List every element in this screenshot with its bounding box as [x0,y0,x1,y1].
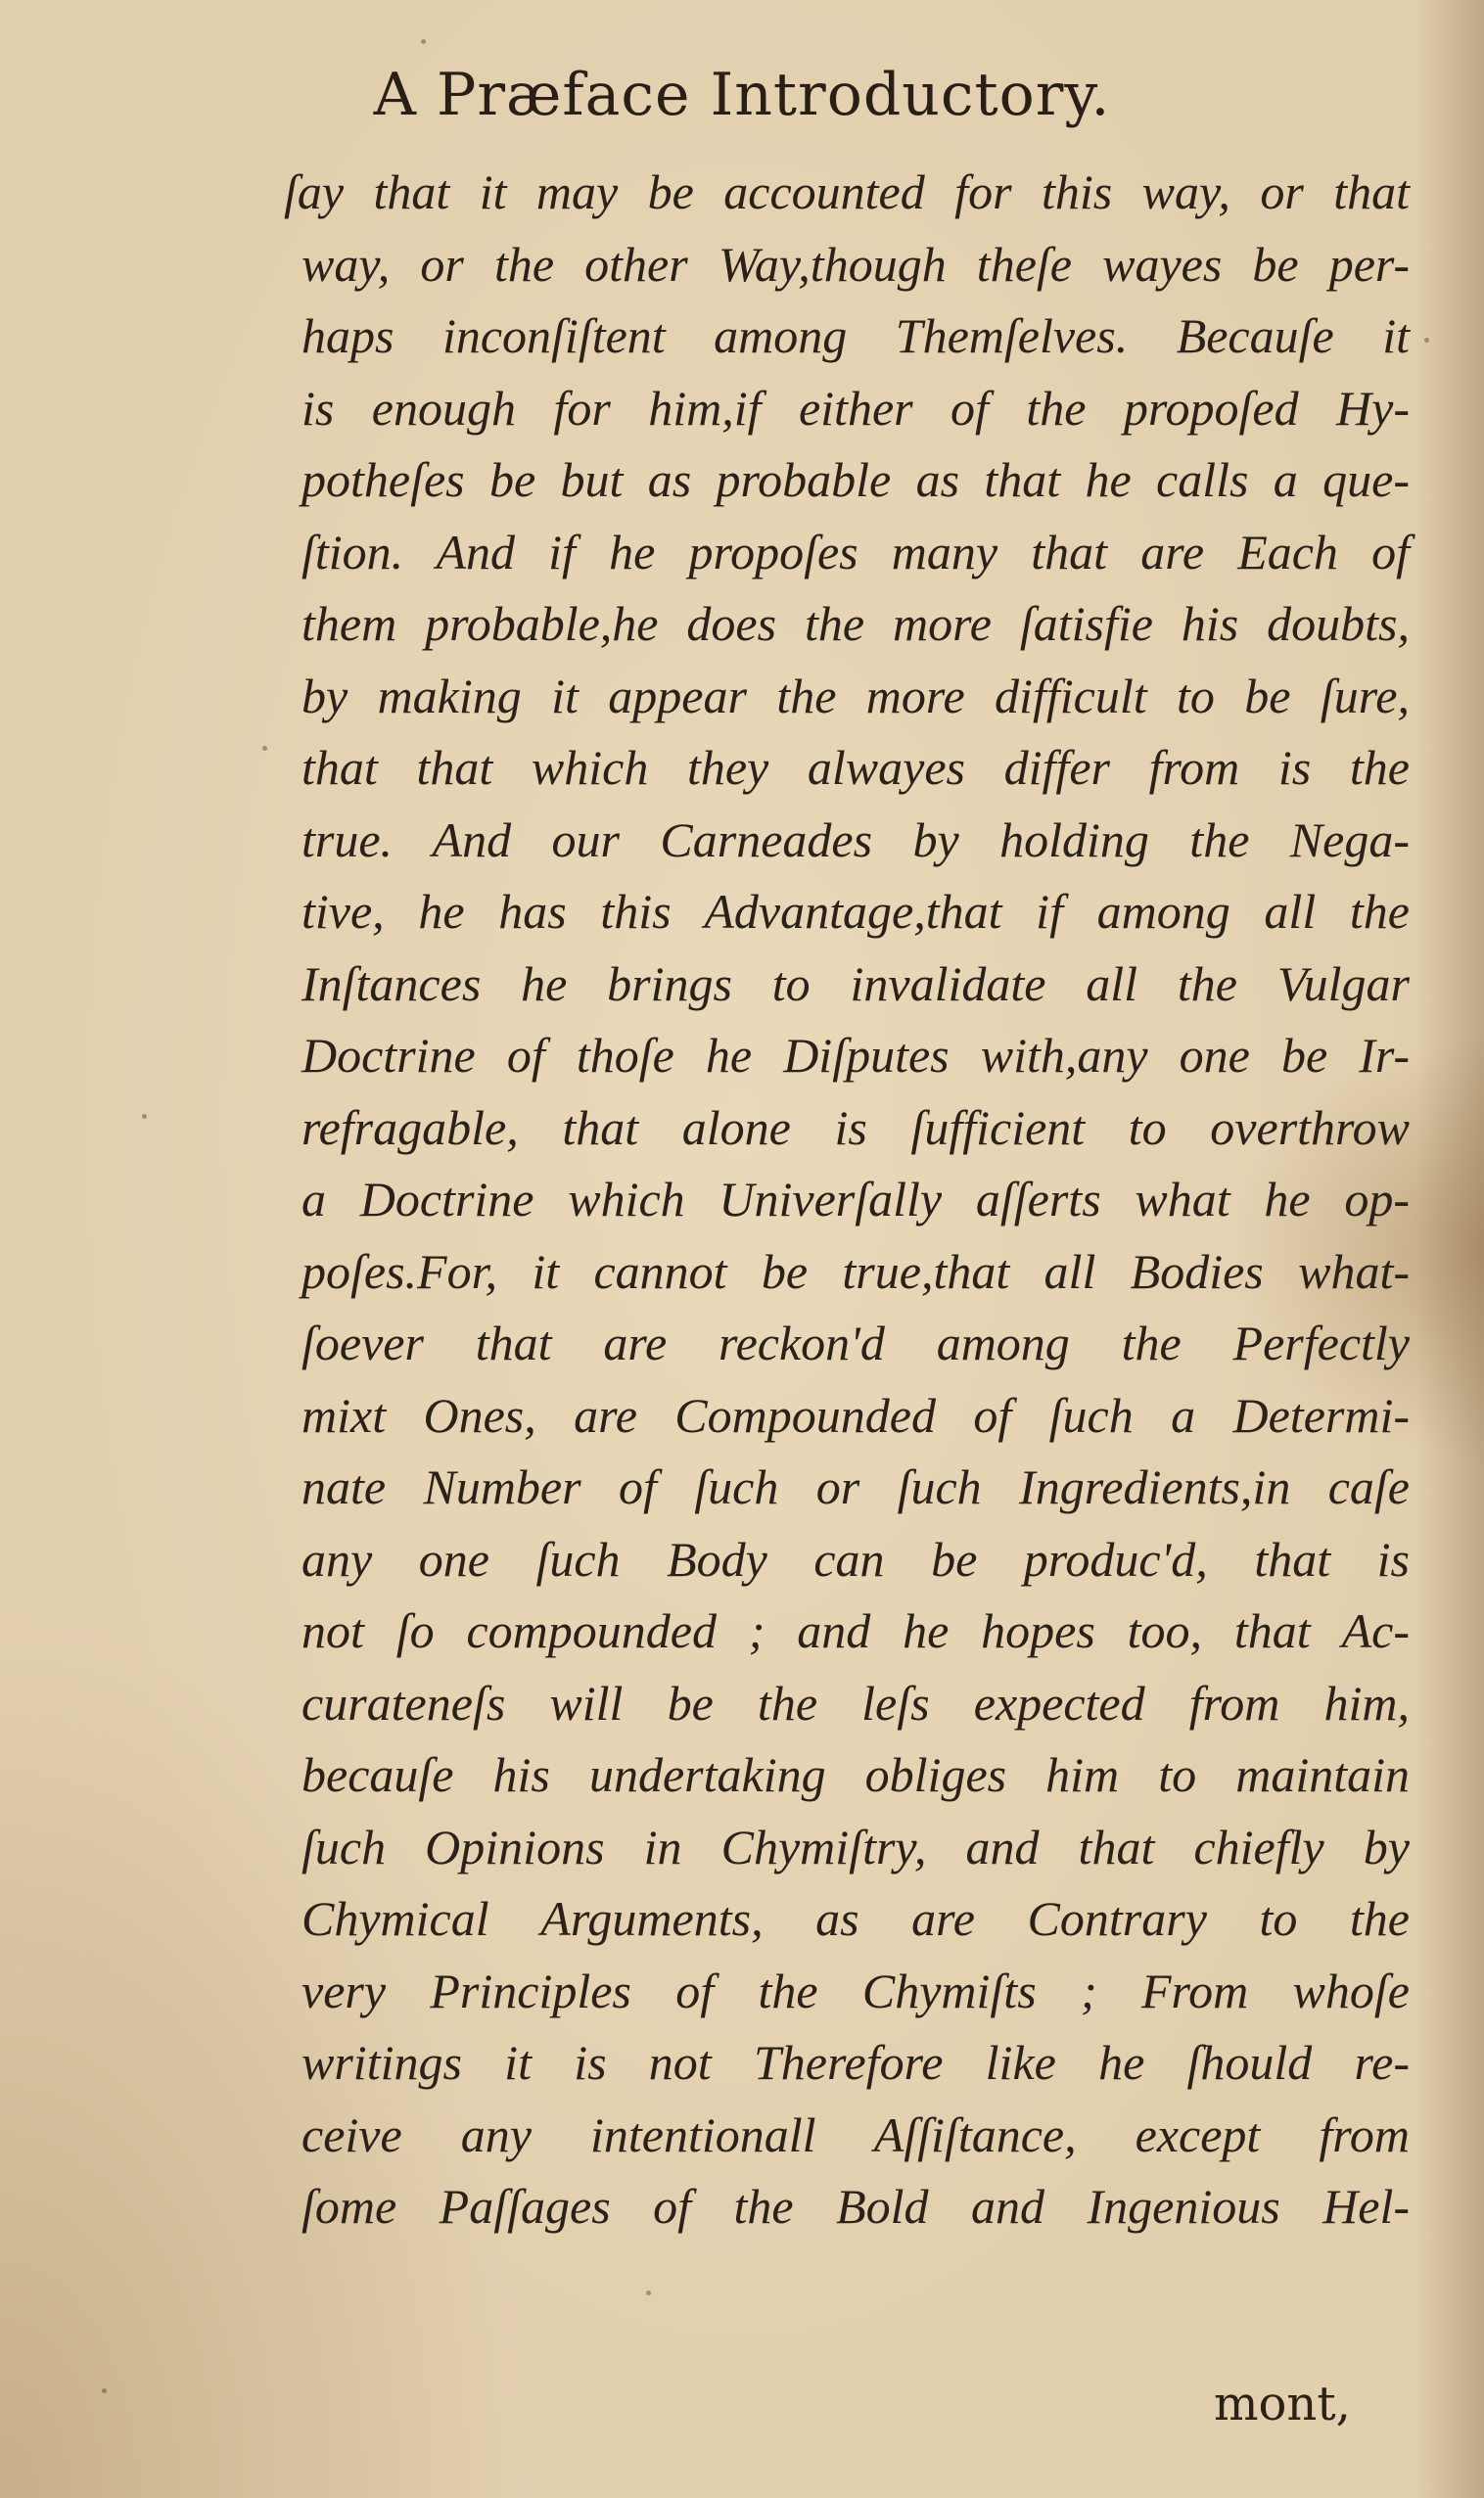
page-edge-shadow [1415,0,1484,2498]
text-line: ceive any intentionall Aſſiſtance, except from [301,2106,1410,2162]
text-line: that that which they alwayes differ from is the [301,740,1410,795]
text-line: not ſo compounded ; and he hopes too, that Ac- [301,1603,1410,1658]
text-line: Inſtances he brings to invalidate all the Vulgar [301,955,1410,1011]
paper-speck [421,39,426,44]
text-line: way, or the other Way,though theſe wayes be per- [301,236,1410,292]
text-line: ſay that it may be accounted for this way, or that [284,164,1410,219]
text-line: by making it appear the more difficult to be ſure, [301,668,1410,723]
body-text [284,157,1410,2244]
text-line: ſoever that are reckon'd among the Perfectly [301,1316,1410,1370]
text-line: haps inconſiſtent among Themſelves. Becauſe it [301,308,1410,363]
text-line: a Doctrine which Univerſally aſſerts what he op- [301,1172,1410,1226]
paper-speck [1424,338,1429,343]
text-line: curateneſs will be the leſs expected from him, [301,1675,1410,1731]
text-line: very Principles of the Chymiſts ; From whoſe [301,1963,1410,2018]
text-line: ſtion. And if he propoſes many that are Each of [301,524,1410,579]
text-line: becauſe his undertaking obliges him to maintain [301,1747,1410,1802]
paper-speck [142,1114,147,1119]
text-line: ſuch Opinions in Chymiſtry, and that chiefly by [301,1819,1410,1874]
text-line: true. And our Carneades by holding the Nega- [301,811,1410,867]
text-line: refragable, that alone is ſufficient to overthrow [301,1099,1410,1155]
text-line: them probable,he does the more ſatisfie his doubts, [301,596,1410,651]
text-line: mixt Ones, are Compounded of ſuch a Determi- [301,1387,1410,1443]
text-line: Chymical Arguments, as are Contrary to the [301,1891,1410,1946]
text-line: Doctrine of thoſe he Diſputes with,any one be Ir- [301,1028,1410,1083]
paper-speck [102,2388,107,2393]
text-line: tive, he has this Advantage,that if among all the [301,884,1410,939]
text-line: poſes.For, it cannot be true,that all Bodies what- [301,1243,1410,1299]
text-line: writings it is not Therefore like he ſhould re- [301,2035,1410,2090]
catchword: mont, [1214,2377,1351,2431]
paper-speck [646,2290,651,2295]
text-line: any one ſuch Body can be produc'd, that is [301,1531,1410,1587]
text-line: potheſes be but as probable as that he calls a que- [301,452,1410,507]
text-line: nate Number of ſuch or ſuch Ingredients,in caſe [301,1459,1410,1514]
paper-speck [262,746,267,751]
text-line: ſome Paſſages of the Bold and Ingenious Hel- [301,2179,1410,2234]
running-header: A Præface Introductory. [373,61,1111,129]
text-line: is enough for him,if either of the propoſed Hy- [301,380,1410,436]
